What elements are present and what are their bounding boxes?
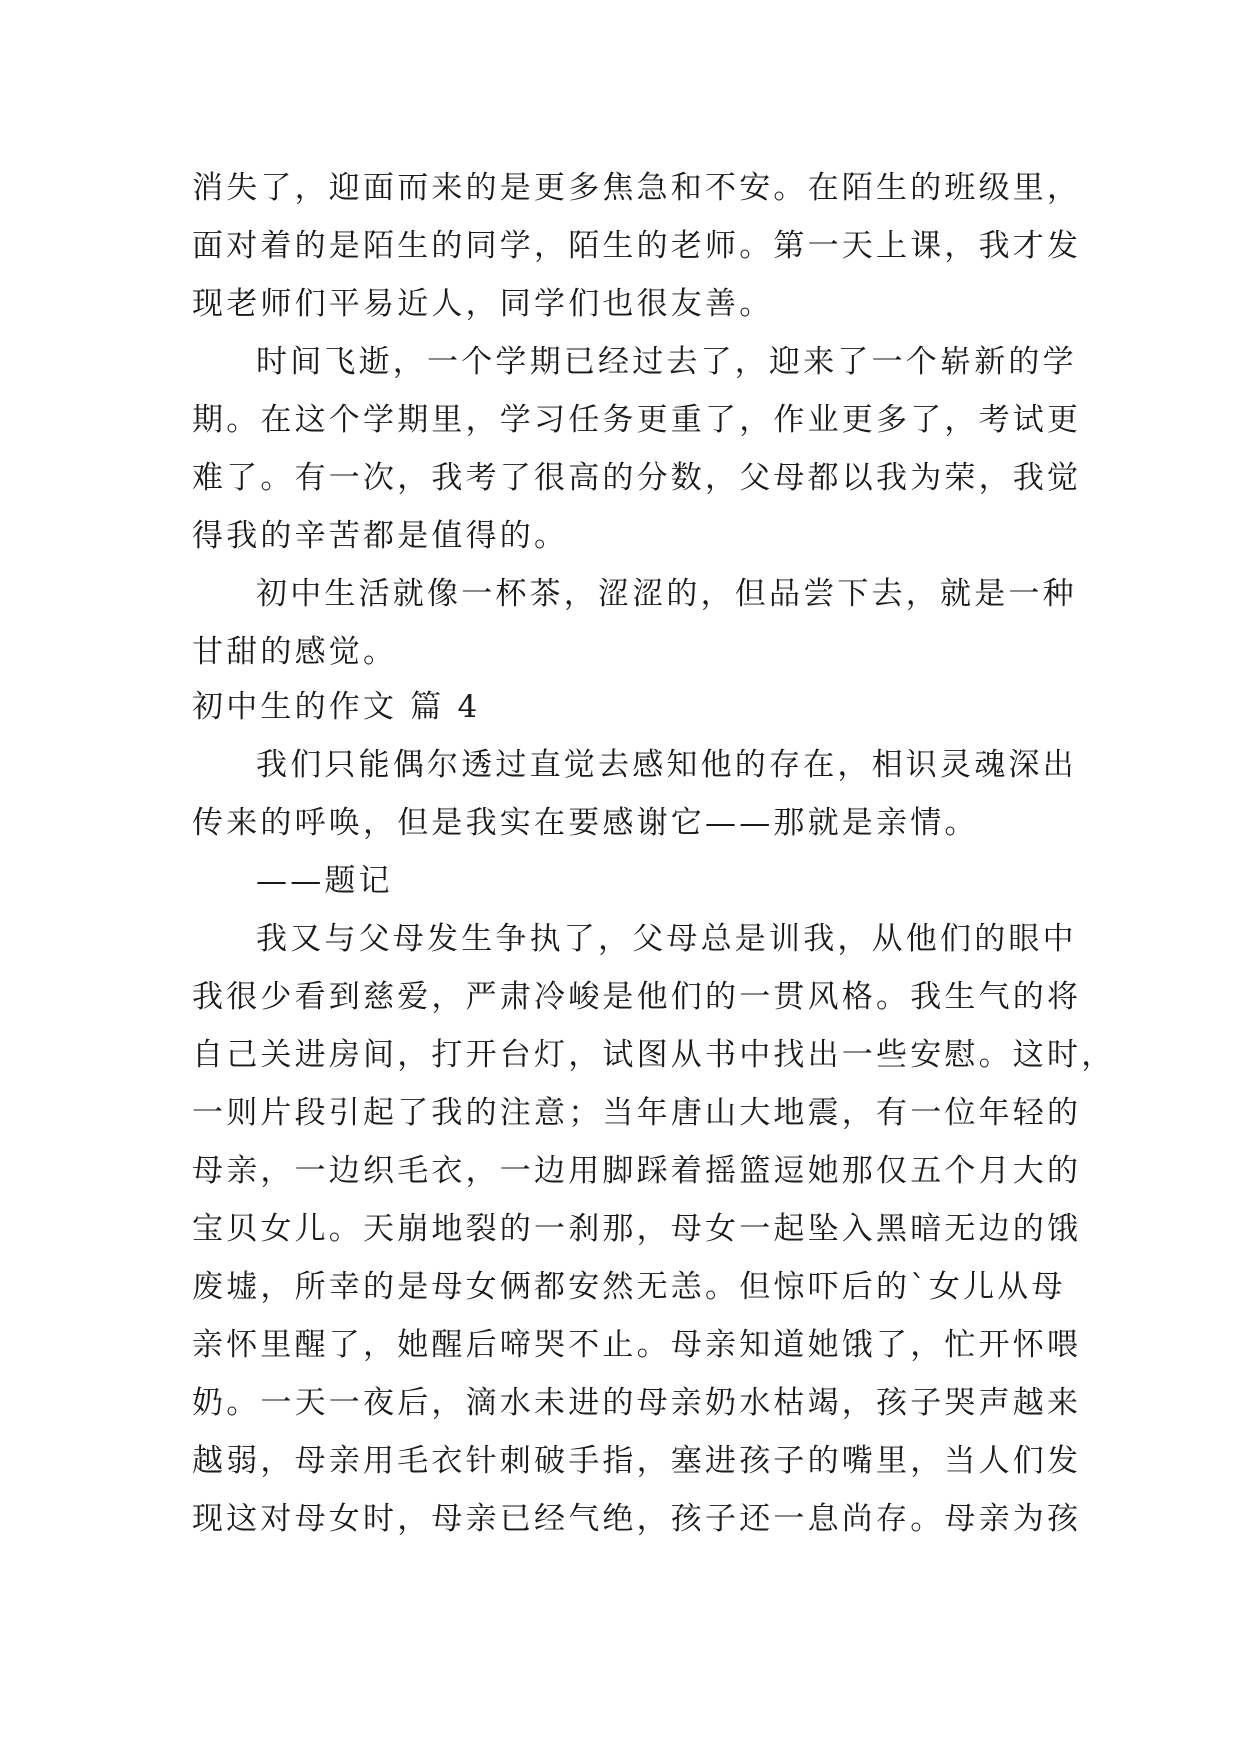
text-line: 甘甜的感觉。 (192, 634, 398, 670)
text-line: 传来的呼唤，但是我实在要感谢它——那就是亲情。 (192, 805, 979, 841)
text-line: 难了。有一次，我考了很高的分数，父母都以我为荣，我觉 (192, 460, 1082, 496)
text-line: 废墟，所幸的是母女俩都安然无恙。但惊吓后的`女儿从母 (192, 1269, 1066, 1305)
text-line: 越弱，母亲用毛衣针刺破手指，塞进孩子的嘴里，当人们发 (192, 1443, 1082, 1479)
text-line: 期。在这个学期里，学习任务更重了，作业更多了，考试更 (192, 402, 1082, 438)
text-line: 奶。一天一夜后，滴水未进的母亲奶水枯竭，孩子哭声越来 (192, 1385, 1082, 1421)
text-line: 现这对母女时，母亲已经气绝，孩子还一息尚存。母亲为孩 (192, 1501, 1082, 1537)
text-line: 亲怀里醒了，她醒后啼哭不止。母亲知道她饿了，忙开怀喂 (192, 1327, 1082, 1363)
text-line: 得我的辛苦都是值得的。 (192, 518, 569, 554)
text-line: 面对着的是陌生的同学，陌生的老师。第一天上课，我才发 (192, 228, 1082, 264)
text-line: 宝贝女儿。天崩地裂的一刹那，母女一起坠入黑暗无边的饿 (192, 1211, 1082, 1247)
paragraph-start-line: 时间飞逝，一个学期已经过去了，迎来了一个崭新的学 (256, 344, 1077, 380)
text-line: 母亲，一边织毛衣，一边用脚踩着摇篮逗她那仅五个月大的 (192, 1153, 1082, 1189)
section-heading: 初中生的作文 篇 4 (192, 689, 481, 725)
text-line: 一则片段引起了我的注意；当年唐山大地震，有一位年轻的 (192, 1095, 1082, 1131)
paragraph-start-line: 初中生活就像一杯茶，涩涩的，但品尝下去，就是一种 (256, 576, 1077, 612)
epigraph-attribution: ——题记 (256, 863, 393, 899)
paragraph-start-line: 我们只能偶尔透过直觉去感知他的存在，相识灵魂深出 (256, 747, 1077, 783)
text-line: 消失了，迎面而来的是更多焦急和不安。在陌生的班级里， (192, 170, 1082, 206)
paragraph-start-line: 我又与父母发生争执了，父母总是训我，从他们的眼中 (256, 921, 1077, 957)
text-line: 现老师们平易近人，同学们也很友善。 (192, 286, 774, 322)
text-line: 自己关进房间，打开台灯，试图从书中找出一些安慰。这时， (192, 1037, 1116, 1073)
text-line: 我很少看到慈爱，严肃冷峻是他们的一贯风格。我生气的将 (192, 979, 1082, 1015)
